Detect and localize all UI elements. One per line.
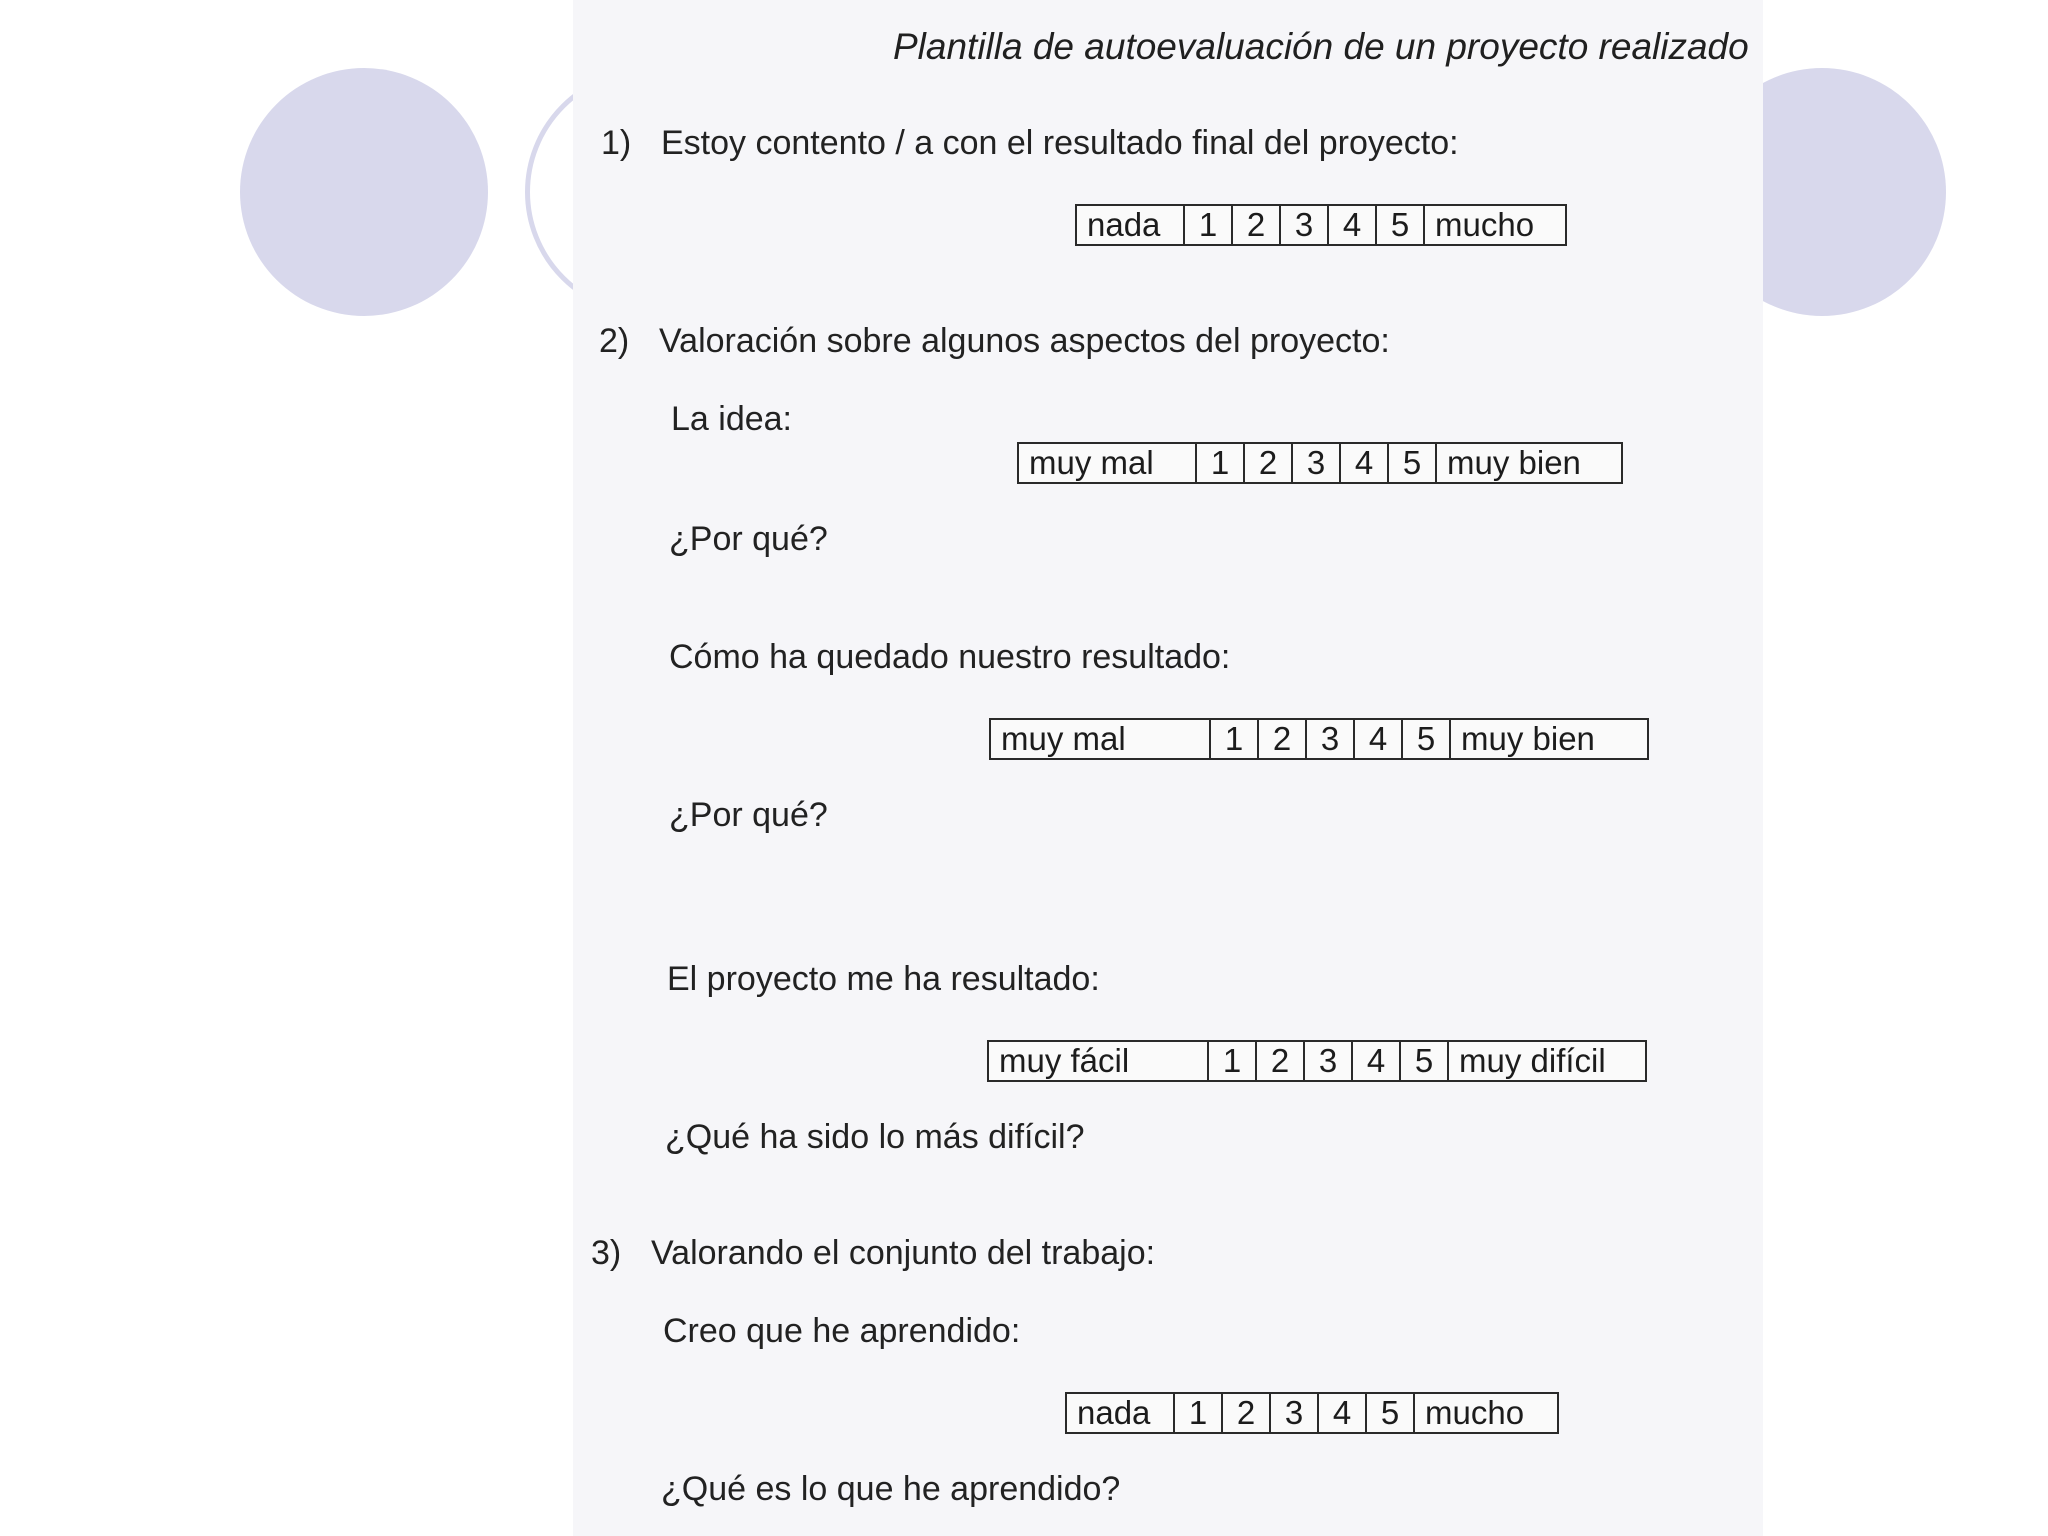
idea-followup: ¿Por qué? [669, 520, 828, 558]
scale-cell-3[interactable]: 3 [1271, 1394, 1319, 1432]
scale-cell-1[interactable]: 1 [1209, 1042, 1257, 1080]
scale-high-label: mucho [1435, 206, 1535, 243]
idea-label: La idea: [671, 400, 792, 438]
scale-cell-1[interactable]: 1 [1211, 720, 1259, 758]
scale-cell-2[interactable]: 2 [1257, 1042, 1305, 1080]
aprendido-followup: ¿Qué es lo que he aprendido? [661, 1470, 1121, 1508]
rating-scale-aprendido [1065, 1392, 1559, 1434]
scale-low-label: muy mal [1019, 444, 1197, 482]
question-2 [599, 322, 1390, 361]
scale-cell-4[interactable]: 4 [1341, 444, 1389, 482]
aprendido-label: Creo que he aprendido: [663, 1312, 1021, 1350]
scale-cell-3[interactable]: 3 [1305, 1042, 1353, 1080]
scale-cell-4[interactable]: 4 [1319, 1394, 1367, 1432]
question-2-text: Valoración sobre algunos aspectos del proyecto: [659, 322, 1390, 360]
question-3-number: 3) [591, 1234, 622, 1272]
scale-cell-4[interactable]: 4 [1353, 1042, 1401, 1080]
question-1-text: Estoy contento / a con el resultado final del proyecto: [661, 124, 1459, 162]
scale-cell-3[interactable]: 3 [1281, 206, 1329, 244]
scale-cell-5[interactable]: 5 [1403, 720, 1451, 758]
question-1-number: 1) [601, 124, 632, 162]
scale-cell-4[interactable]: 4 [1355, 720, 1403, 758]
question-3-text: Valorando el conjunto del trabajo: [651, 1234, 1156, 1272]
scale-cell-5[interactable]: 5 [1367, 1394, 1415, 1432]
resultado-followup: ¿Por qué? [669, 796, 828, 834]
scale-cell-2[interactable]: 2 [1245, 444, 1293, 482]
scale-cell-1[interactable]: 1 [1185, 206, 1233, 244]
scale-high-label: muy difícil [1459, 1042, 1606, 1079]
scanned-form-sheet [573, 0, 1763, 1536]
form-title: Plantilla de autoevaluación de un proyecto realizado [893, 26, 1749, 67]
scale-high-label: muy bien [1461, 720, 1595, 757]
scale-cell-2[interactable]: 2 [1259, 720, 1307, 758]
rating-scale-idea [1017, 442, 1623, 484]
scale-cell-3[interactable]: 3 [1293, 444, 1341, 482]
resultado-label: Cómo ha quedado nuestro resultado: [669, 638, 1231, 676]
question-2-number: 2) [599, 322, 630, 360]
scale-low-label: nada [1077, 206, 1185, 244]
rating-scale-q1 [1075, 204, 1567, 246]
rating-scale-dificultad [987, 1040, 1647, 1082]
rating-scale-resultado [989, 718, 1649, 760]
scale-low-label: muy mal [991, 720, 1211, 758]
scale-cell-5[interactable]: 5 [1401, 1042, 1449, 1080]
scale-low-label: muy fácil [989, 1042, 1209, 1080]
scale-cell-4[interactable]: 4 [1329, 206, 1377, 244]
scale-cell-1[interactable]: 1 [1175, 1394, 1223, 1432]
scale-cell-1[interactable]: 1 [1197, 444, 1245, 482]
scale-high-label: mucho [1425, 1394, 1525, 1431]
dificultad-label: El proyecto me ha resultado: [667, 960, 1100, 998]
scale-cell-5[interactable]: 5 [1377, 206, 1425, 244]
decorative-circle-left [240, 68, 488, 316]
dificultad-followup: ¿Qué ha sido lo más difícil? [665, 1118, 1085, 1156]
scale-cell-5[interactable]: 5 [1389, 444, 1437, 482]
scale-cell-2[interactable]: 2 [1223, 1394, 1271, 1432]
scale-cell-3[interactable]: 3 [1307, 720, 1355, 758]
scale-low-label: nada [1067, 1394, 1175, 1432]
scale-high-label: muy bien [1447, 444, 1581, 481]
scale-cell-2[interactable]: 2 [1233, 206, 1281, 244]
question-1 [601, 124, 1459, 163]
question-3 [591, 1234, 1155, 1273]
